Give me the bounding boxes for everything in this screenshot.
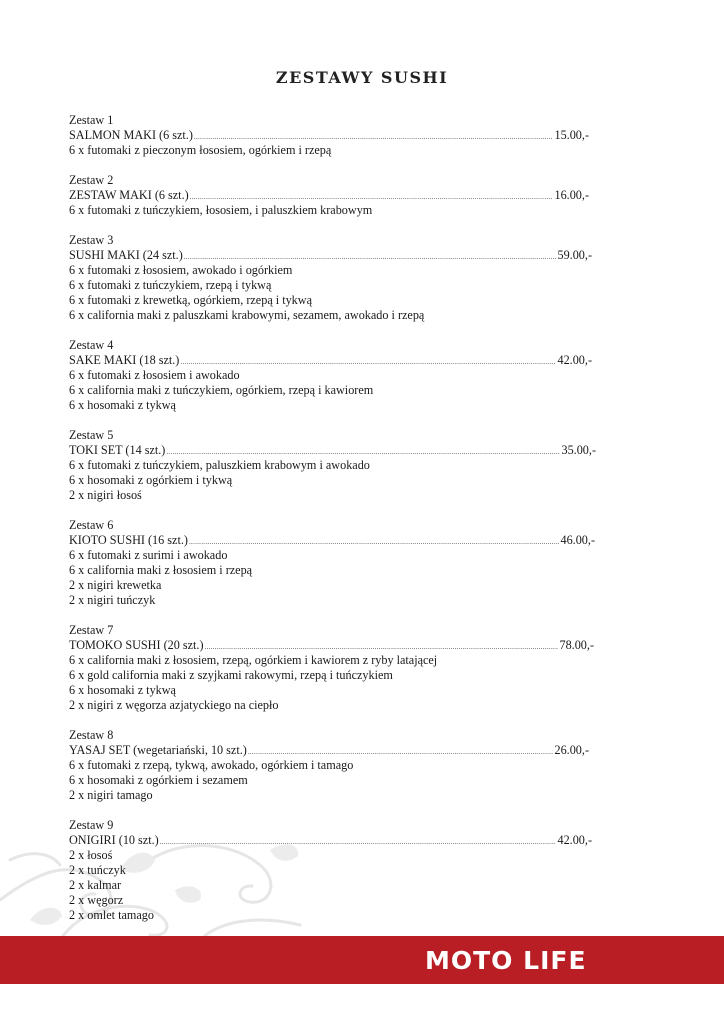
set-component: 6 x futomaki z surimi i awokado (69, 548, 228, 562)
set-label: Zestaw 6 (69, 518, 114, 532)
set-label: Zestaw 9 (69, 818, 114, 832)
set-component: 2 x kalmar (69, 878, 122, 892)
set-price: 35.00,- (561, 443, 596, 457)
set-component: 2 x nigiri krewetka (69, 578, 162, 592)
set-price: 15.00,- (554, 128, 589, 142)
set-1 (69, 113, 589, 158)
set-label: Zestaw 7 (69, 623, 114, 637)
set-component: 2 x omlet tamago (69, 908, 154, 922)
set-component: 2 x tuńczyk (69, 863, 126, 877)
set-name: SAKE MAKI (18 szt.) (69, 353, 180, 367)
set-component: 6 x futomaki z tuńczykiem, rzepą i tykwą (69, 278, 272, 292)
set-7 (69, 623, 594, 713)
set-3 (69, 233, 592, 323)
dot-leader (160, 835, 557, 850)
set-name: ZESTAW MAKI (6 szt.) (69, 188, 189, 202)
set-name: YASAJ SET (wegetariański, 10 szt.) (69, 743, 247, 757)
set-price: 59.00,- (557, 248, 592, 262)
set-item-row (69, 743, 589, 758)
set-item-row (69, 353, 592, 368)
footer-band (0, 936, 724, 984)
set-9 (69, 818, 592, 923)
set-price: 42.00,- (557, 353, 592, 367)
set-component: 6 x futomaki z pieczonym łososiem, ogórkiem i rzepą (69, 143, 332, 157)
set-name: SALMON MAKI (6 szt.) (69, 128, 193, 142)
set-item-row (69, 833, 592, 848)
set-item-row (69, 533, 595, 548)
set-component: 6 x futomaki z rzepą, tykwą, awokado, ogórkiem i tamago (69, 758, 354, 772)
set-price: 16.00,- (554, 188, 589, 202)
set-component: 2 x nigiri tuńczyk (69, 593, 156, 607)
set-component: 6 x gold california maki z szyjkami rakowymi, rzepą i tuńczykiem (69, 668, 393, 682)
set-item-row (69, 248, 592, 263)
set-component: 2 x łosoś (69, 848, 113, 862)
set-4 (69, 338, 592, 413)
set-label: Zestaw 2 (69, 173, 114, 187)
set-item-row (69, 128, 589, 143)
sushi-menu (69, 113, 609, 938)
set-name: KIOTO SUSHI (16 szt.) (69, 533, 188, 547)
set-price: 78.00,- (559, 638, 594, 652)
set-label: Zestaw 8 (69, 728, 114, 742)
set-component: 6 x hosomaki z tykwą (69, 398, 176, 412)
set-component: 6 x futomaki z krewetką, ogórkiem, rzepą i tykwą (69, 293, 312, 307)
set-component: 6 x hosomaki z tykwą (69, 683, 176, 697)
set-component: 6 x futomaki z tuńczykiem, paluszkiem krabowym i awokado (69, 458, 370, 472)
set-item-row (69, 443, 596, 458)
set-price: 42.00,- (557, 833, 592, 847)
set-item-row (69, 638, 594, 653)
set-component: 6 x california maki z łososiem, rzepą, ogórkiem i kawiorem z ryby latającej (69, 653, 438, 667)
moto-life-logo: MOTO LIFE (425, 946, 587, 975)
set-component: 6 x futomaki z łososiem i awokado (69, 368, 240, 382)
set-component: 6 x hosomaki z ogórkiem i tykwą (69, 473, 233, 487)
set-name: TOMOKO SUSHI (20 szt.) (69, 638, 204, 652)
set-component: 2 x nigiri łosoś (69, 488, 142, 502)
set-5 (69, 428, 596, 503)
set-item-row (69, 188, 589, 203)
set-component: 6 x futomaki z tuńczykiem, łososiem, i paluszkiem krabowym (69, 203, 373, 217)
set-component: 6 x california maki z łososiem i rzepą (69, 563, 253, 577)
set-component: 6 x california maki z tuńczykiem, ogórkiem, rzepą i kawiorem (69, 383, 374, 397)
set-8 (69, 728, 589, 803)
set-component: 6 x futomaki z łososiem, awokado i ogórkiem (69, 263, 293, 277)
set-label: Zestaw 3 (69, 233, 114, 247)
set-component: 2 x nigiri tamago (69, 788, 153, 802)
set-label: Zestaw 5 (69, 428, 114, 442)
set-name: SUSHI MAKI (24 szt.) (69, 248, 183, 262)
page-title: ZESTAWY SUSHI (275, 68, 449, 87)
set-price: 26.00,- (554, 743, 589, 757)
set-name: TOKI SET (14 szt.) (69, 443, 166, 457)
set-label: Zestaw 4 (69, 338, 114, 352)
set-component: 2 x węgorz (69, 893, 124, 907)
dot-leader (189, 535, 560, 550)
set-6 (69, 518, 595, 608)
set-component: 2 x nigiri z węgorza azjatyckiego na ciepło (69, 698, 279, 712)
set-component: 6 x hosomaki z ogórkiem i sezamem (69, 773, 248, 787)
set-price: 46.00,- (560, 533, 595, 547)
set-component: 6 x california maki z paluszkami krabowymi, sezamem, awokado i rzepą (69, 308, 425, 322)
set-label: Zestaw 1 (69, 113, 114, 127)
set-2 (69, 173, 589, 218)
set-name: ONIGIRI (10 szt.) (69, 833, 159, 847)
